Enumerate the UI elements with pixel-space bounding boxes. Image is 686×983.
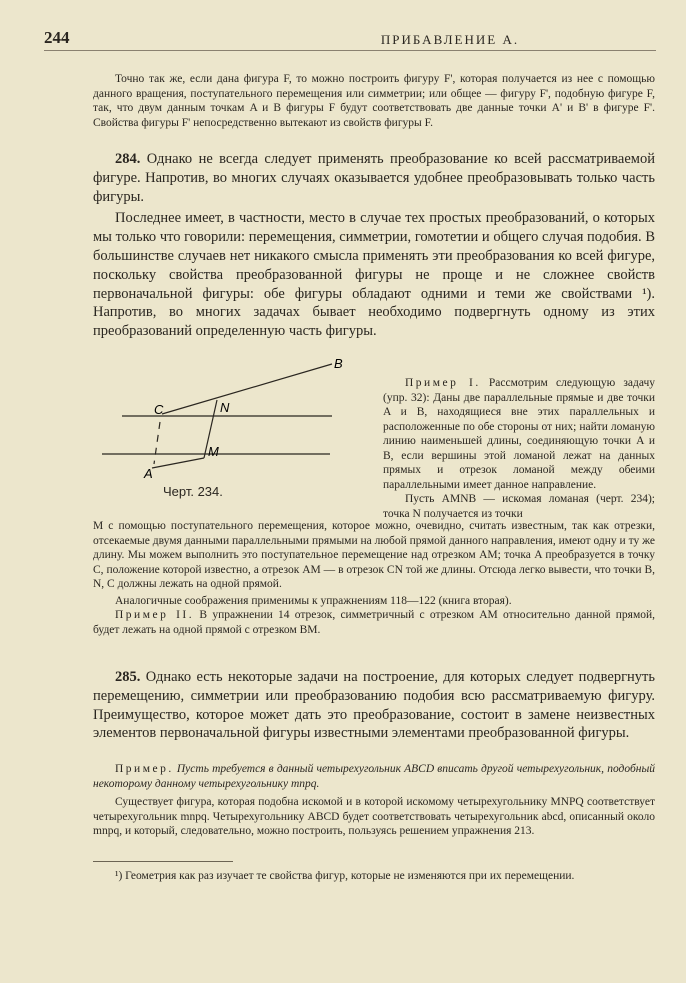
running-title: ПРИБАВЛЕНИЕ А.: [380, 32, 520, 47]
page-header: [44, 28, 656, 51]
footnote: ¹) Геометрия как раз изучает те свойства фигур, которые не изменяются при их перемещении.: [115, 870, 575, 882]
example-3-label: Пример.: [115, 763, 174, 775]
segment-CA-dashed: [154, 422, 160, 464]
label-A: A: [144, 466, 153, 481]
figure-234: [92, 356, 354, 508]
section-285-text: Однако есть некоторые задачи на построение, для которых следует подвергнуть перемещению, симметрии или преобразованию подобия всю рассматриваемую фигуру. Преимущество, которое может дать это преобразование, состоит в замене неизвестных элементов первоначальной фигуры известными элементами преобразованной фигуры.: [93, 669, 656, 742]
label-N: N: [220, 400, 230, 415]
example-1-continuation: Пусть AMNB — искомая ломаная (черт. 234); точка N получается из точки: [383, 493, 655, 520]
section-number: 284.: [115, 151, 141, 167]
segment-CNB: [162, 364, 332, 414]
example-2-label: Пример II.: [115, 609, 195, 621]
label-M: M: [208, 444, 219, 459]
example-1-body: M с помощью поступательного перемещения, которое можно, очевидно, считать известным, так как отрезки, отсекаемые двумя данными параллельными прямыми на любой прямой данного направления, имеют одну и ту же длину. Мы можем выполнить это поступательное перемещение над отрезком AM; точка A преобразуется в точку C, положение которой известно, а отрезок AM — в отрезок CN той же длины. Отсюда легко вывести, что точки B, N, C должны лежать на одной прямой. Аналогичные соображения применимы к упражнениям 118—122 (книга вторая). Пример II. В упражнении 14 отрезок, симметричный с отрезком AM относительно данной прямой, будет лежать на одной прямой с отрезком BM.: [93, 520, 656, 636]
figure-caption: Черт. 234.: [163, 484, 223, 499]
example-quadrilateral: [93, 762, 655, 839]
section-number: 285.: [115, 669, 141, 685]
example-3-paragraph-2: Существует фигура, которая подобна искомой и в которой искомому четырехугольнику MNPQ соответствует четырехугольник mnpq. Четырехугольнику ABCD будет соответствовать четырехугольник abcd, описанный около mnpq, и который, следовательно, можно построить, пользуясь решением упражнения 213.: [93, 796, 655, 837]
section-284-paragraph-2: Последнее имеет, в частности, место в случае тех простых преобразований, о которых мы только что говорили: перемещения, симметрии, гомотетии и общего случая подобия. В большинстве случаев нет никакого смысла применять эти преобразования ко всей фигуре, поскольку свойства преобразованной фигуры не проще и не сложнее свойств первоначальной фигуры: обе фигуры обладают одними и теми же свойствами ¹). Напротив, во многих задачах бывает необходимо подвергнуть одному из этих преобразований определенную часть фигуры.: [93, 210, 655, 340]
section-285: [93, 668, 655, 743]
example-3-text: Пусть требуется в данный четырехугольник ABCD вписать другой четырехугольник, подобный некоторому данному четырехугольнику mnpq.: [93, 763, 655, 790]
intro-paragraph: Точно так же, если дана фигура F, то можно построить фигуру F', которая получается из нее с помощью данного вращения, поступательного перемещения или симметрии; или общее — фигуру F', подобную фигуре F, так, что двум данным точкам A и B фигуры F будут соответствовать две данные точки A' и B' в фигуре F'. Свойства фигуры F' непосредственно вытекают из свойств фигуры F.: [93, 73, 655, 129]
example-1-column: [383, 376, 655, 521]
example-1-text: Рассмотрим следующую задачу (упр. 32): Даны две параллельные прямые и две точки A и B, находящиеся вне этих параллельных и расположенные по обе стороны от них; найти ломаную линию наименьшей длины, соединяющую точки A и B, если вершины этой ломаной лежат на данных прямых и отрезок ломаной между обеими параллельными имеет данное направление.: [383, 377, 656, 491]
example-1-label: Пример I.: [405, 377, 481, 389]
section-284-text: Однако не всегда следует применять преобразование ко всей рассматриваемой фигуре. Напротив, во многих случаях оказывается удобнее преобразовывать только часть фигуры.: [93, 151, 655, 205]
label-C: C: [154, 402, 164, 417]
section-284: [93, 150, 655, 341]
footnote-rule: [93, 861, 233, 862]
page-number: 244: [44, 28, 70, 47]
example-2-text: В упражнении 14 отрезок, симметричный с отрезком AM относительно данной прямой, будет лежать на одной прямой с отрезком BM.: [93, 609, 656, 636]
label-B: B: [334, 356, 343, 371]
segment-MA: [152, 458, 204, 468]
analog-note: Аналогичные соображения применимы к упражнениям 118—122 (книга вторая).: [115, 594, 512, 607]
